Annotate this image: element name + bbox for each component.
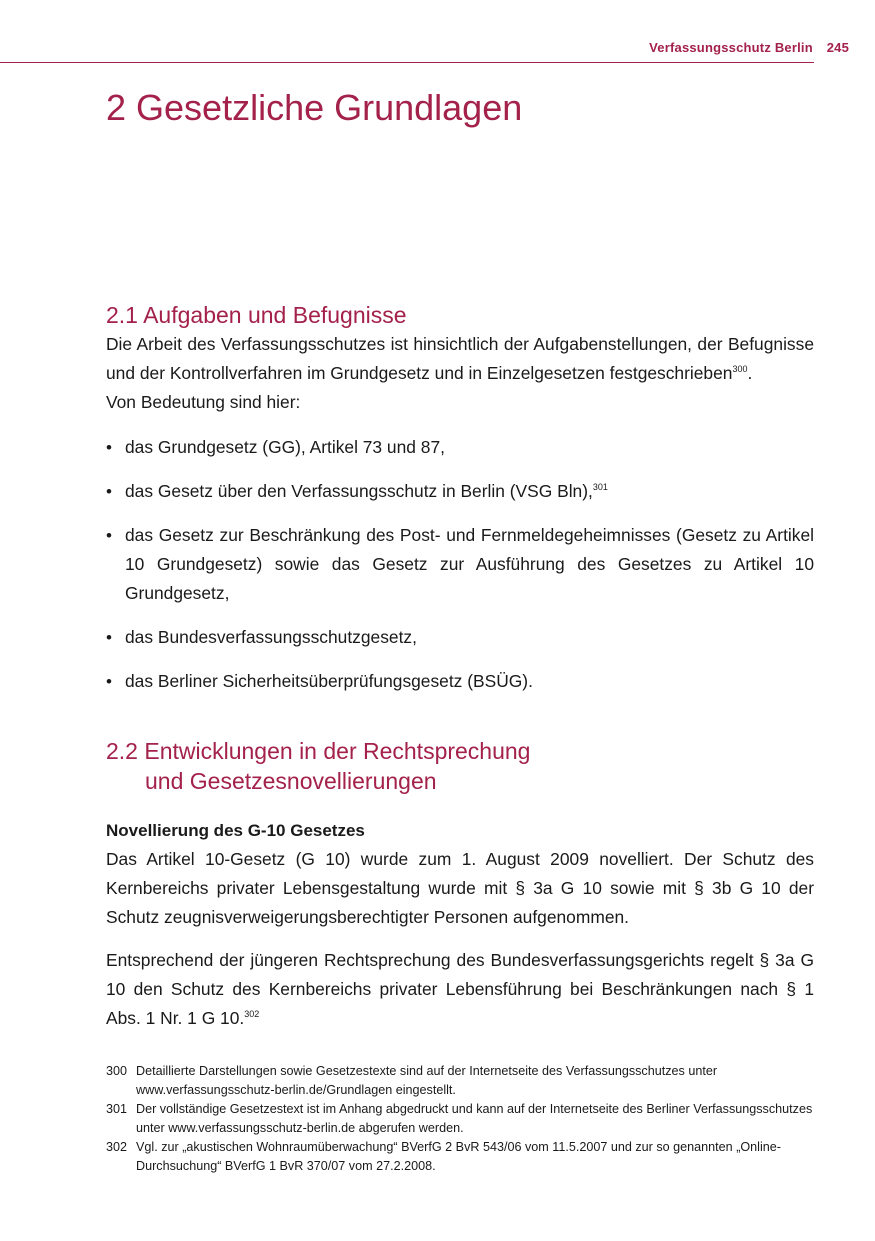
running-head-title: Verfassungsschutz Berlin xyxy=(649,40,813,55)
footnote-text: Vgl. zur „akustischen Wohnraumüberwachung“ BVerfG 2 BvR 543/06 vom 11.5.2007 und zur so genannten „Online-Durchsuchung“ BVerfG 1 BvR 370/07 vom 27.2.2008. xyxy=(136,1140,781,1173)
paragraph-rechtsprechung xyxy=(106,946,814,1033)
list-item-text xyxy=(125,525,814,603)
footnote-ref-301[interactable]: 301 xyxy=(592,482,608,492)
intro-line2: Von Bedeutung sind hier: xyxy=(106,392,301,412)
list-item-text xyxy=(125,437,445,457)
list-item xyxy=(106,477,814,506)
bullet-icon: • xyxy=(106,672,112,691)
list-item-label: das Gesetz über den Verfassungsschutz in Berlin (VSG Bln), xyxy=(125,481,593,501)
footnotes xyxy=(106,1062,814,1176)
section-intro-paragraph xyxy=(106,330,814,417)
footnote-text: Der vollständige Gesetzestext ist im Anhang abgedruckt und kann auf der Internetseite des Berliner Verfassungsschutzes unter www.verfassungsschutz-berlin.de abgerufen werden. xyxy=(136,1102,813,1135)
bullet-icon: • xyxy=(106,438,112,457)
page-number: 245 xyxy=(826,40,849,55)
footnote-ref-302[interactable]: 302 xyxy=(244,1009,260,1019)
section-heading-2-2 xyxy=(106,736,814,796)
bullet-icon: • xyxy=(106,526,112,545)
list-item-label: das Berliner Sicherheitsüberprüfungsgesetz (BSÜG). xyxy=(125,671,533,691)
paragraph-g10-novellierung: Das Artikel 10-Gesetz (G 10) wurde zum 1. August 2009 novelliert. Der Schutz des Kernbereichs privater Lebensgestaltung wurde mit § 3a G 10 sowie mit § 3b G 10 der Schutz zeugnisverweigerungsberechtigter Personen aufgenommen. xyxy=(106,849,814,927)
section-heading-line2: und Gesetzesnovellierungen xyxy=(145,768,437,794)
footnote-300 xyxy=(106,1062,814,1100)
section-heading-2-1: 2.1 Aufgaben und Befugnisse xyxy=(106,302,407,328)
list-item xyxy=(106,623,814,652)
footnote-text: Detaillierte Darstellungen sowie Gesetzestexte sind auf der Internetseite des Verfassungsschutzes unter www.verfassungsschutz-berlin.de/Grundlagen eingestellt. xyxy=(136,1064,718,1097)
list-item-text xyxy=(125,671,533,691)
intro-text: Die Arbeit des Verfassungsschutzes ist hinsichtlich der Aufgabenstellungen, der Befugnisse und der Kontrollverfahren im Grundgesetz und in Einzelgesetzen festgeschrieben xyxy=(106,334,814,383)
footnote-301 xyxy=(106,1100,814,1138)
list-item-label: das Grundgesetz (GG), Artikel 73 und 87, xyxy=(125,437,445,457)
main-content xyxy=(106,300,814,1033)
intro-end: . xyxy=(747,363,753,383)
footnote-ref-300[interactable]: 300 xyxy=(732,364,748,374)
list-item-text xyxy=(125,627,417,647)
section-heading-line1: 2.2 Entwicklungen in der Rechtsprechung xyxy=(106,738,531,764)
bullet-icon: • xyxy=(106,482,112,501)
list-item xyxy=(106,521,814,608)
footnote-number: 300 xyxy=(106,1064,128,1078)
list-item xyxy=(106,433,814,462)
running-head xyxy=(649,40,849,55)
law-list xyxy=(106,433,814,696)
paragraph-text: Entsprechend der jüngeren Rechtsprechung des Bundesverfassungsgerichts regelt § 3a G 10 den Schutz des Kernbereichs privater Lebensführung bei Beschränkungen nach § 1 Abs. 1 Nr. 1 G 10. xyxy=(106,950,814,1028)
chapter-title: 2 Gesetzliche Grundlagen xyxy=(106,87,523,128)
list-item-text xyxy=(125,481,608,501)
list-item xyxy=(106,667,814,696)
subheading-g10: Novellierung des G-10 Gesetzes xyxy=(106,821,365,840)
header-divider xyxy=(0,62,814,63)
footnote-number: 301 xyxy=(106,1102,128,1116)
footnote-302 xyxy=(106,1138,814,1176)
footnote-number: 302 xyxy=(106,1140,128,1154)
list-item-label: das Bundesverfassungsschutzgesetz, xyxy=(125,627,417,647)
list-item-label: das Gesetz zur Beschränkung des Post- und Fernmeldegeheimnisses (Gesetz zu Artikel 10 Grundgesetz) sowie das Gesetz zur Ausführung des Gesetzes zu Artikel 10 Grundgesetz, xyxy=(125,525,814,603)
bullet-icon: • xyxy=(106,628,112,647)
